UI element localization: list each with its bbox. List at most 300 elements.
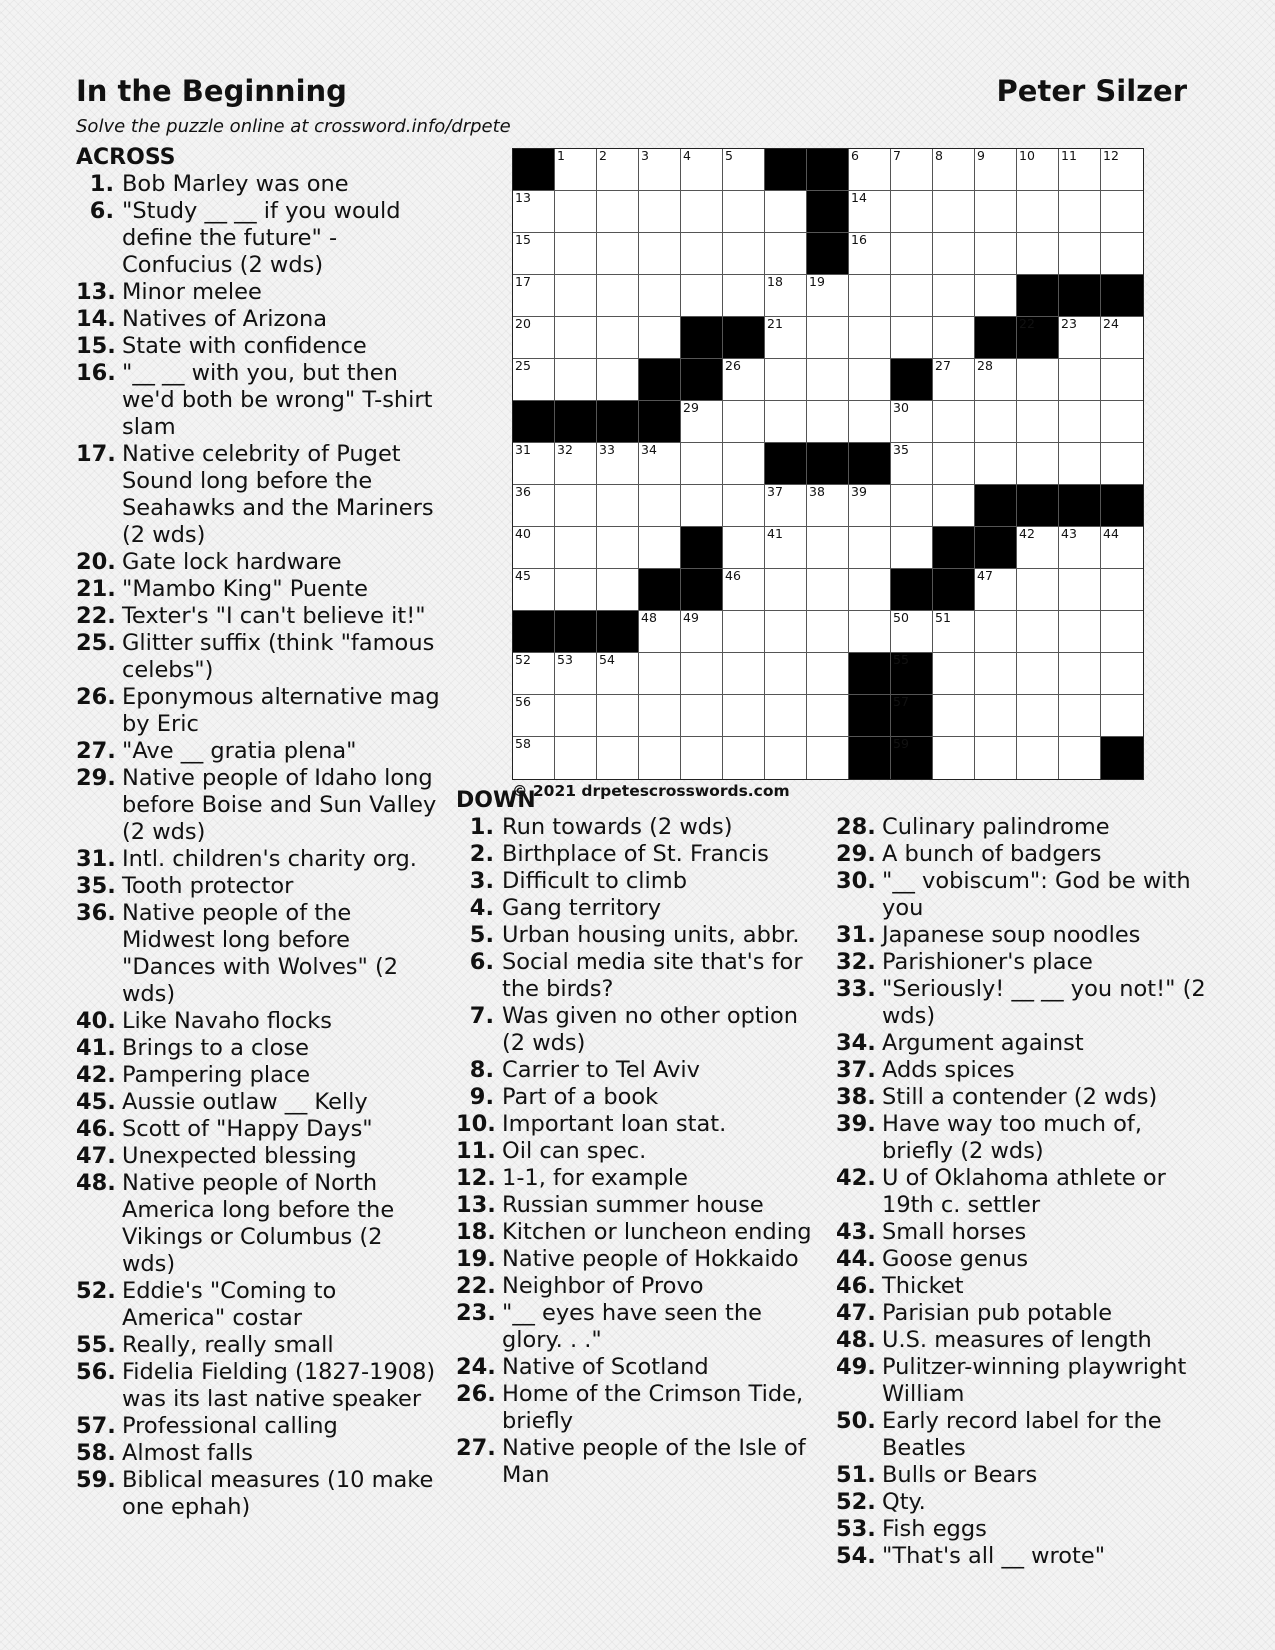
grid-block <box>681 569 723 611</box>
grid-cell[interactable] <box>975 695 1017 737</box>
grid-cell[interactable] <box>1101 233 1143 275</box>
cell-number: 35 <box>893 442 909 457</box>
grid-cell[interactable] <box>597 275 639 317</box>
clue-item <box>836 922 1206 949</box>
cell-number: 27 <box>935 358 951 373</box>
grid-block <box>1101 737 1143 779</box>
cell-number: 57 <box>893 694 909 709</box>
puzzle-title: In the Beginning <box>76 74 347 108</box>
grid-cell[interactable] <box>681 191 723 233</box>
clue-number: 10. <box>456 1111 496 1137</box>
grid-cell[interactable] <box>891 443 933 485</box>
grid-cell[interactable] <box>765 401 807 443</box>
clue-item <box>456 1003 826 1057</box>
grid-cell[interactable] <box>933 149 975 191</box>
clue-number: 31. <box>76 846 116 872</box>
cell-number: 32 <box>557 442 573 457</box>
grid-cell[interactable] <box>807 275 849 317</box>
cell-number: 25 <box>515 358 531 373</box>
grid-block <box>1059 485 1101 527</box>
grid-cell[interactable] <box>891 149 933 191</box>
grid-cell[interactable] <box>849 275 891 317</box>
grid-cell[interactable] <box>1101 611 1143 653</box>
grid-cell[interactable] <box>513 317 555 359</box>
cell-number: 8 <box>935 148 943 163</box>
grid-cell[interactable] <box>513 737 555 779</box>
grid-cell[interactable] <box>513 275 555 317</box>
grid-cell[interactable] <box>807 695 849 737</box>
grid-cell[interactable] <box>723 653 765 695</box>
cell-number: 18 <box>767 274 783 289</box>
grid-cell[interactable] <box>975 569 1017 611</box>
grid-cell[interactable] <box>723 233 765 275</box>
grid-cell[interactable] <box>807 401 849 443</box>
cell-number: 55 <box>893 652 909 667</box>
grid-cell[interactable] <box>933 653 975 695</box>
grid-cell[interactable] <box>723 695 765 737</box>
grid-cell[interactable] <box>639 191 681 233</box>
grid-cell[interactable] <box>1101 191 1143 233</box>
grid-cell[interactable] <box>597 737 639 779</box>
clue-text: Adds spices <box>882 1057 1015 1083</box>
grid-cell[interactable] <box>1101 149 1143 191</box>
grid-cell[interactable] <box>723 359 765 401</box>
grid-cell[interactable] <box>555 191 597 233</box>
grid-cell[interactable] <box>849 233 891 275</box>
grid-cell[interactable] <box>849 611 891 653</box>
grid-cell[interactable] <box>933 191 975 233</box>
grid-cell[interactable] <box>933 485 975 527</box>
grid-cell[interactable] <box>639 611 681 653</box>
grid-cell[interactable] <box>555 737 597 779</box>
grid-cell[interactable] <box>597 149 639 191</box>
grid-cell[interactable] <box>765 275 807 317</box>
clue-item <box>456 1084 826 1111</box>
grid-cell[interactable] <box>639 233 681 275</box>
grid-cell[interactable] <box>807 359 849 401</box>
clue-number: 43. <box>836 1219 876 1245</box>
grid-block <box>849 653 891 695</box>
clue-text: Native people of the Midwest long before "Dances with Wolves" (2 wds) <box>122 900 399 1007</box>
grid-cell[interactable] <box>765 317 807 359</box>
clue-number: 58. <box>76 1440 116 1466</box>
grid-cell[interactable] <box>1059 233 1101 275</box>
grid-block <box>807 443 849 485</box>
grid-cell[interactable] <box>597 317 639 359</box>
grid-cell[interactable] <box>891 527 933 569</box>
clue-text: Bulls or Bears <box>882 1462 1038 1488</box>
grid-cell[interactable] <box>1017 443 1059 485</box>
grid-cell[interactable] <box>933 359 975 401</box>
grid-cell[interactable] <box>1101 317 1143 359</box>
grid-cell[interactable] <box>975 233 1017 275</box>
clue-number: 13. <box>76 279 116 305</box>
cell-number: 5 <box>725 148 733 163</box>
grid-cell[interactable] <box>681 275 723 317</box>
grid-cell[interactable] <box>933 233 975 275</box>
clue-item <box>76 576 441 603</box>
clue-text: A bunch of badgers <box>882 841 1102 867</box>
grid-cell[interactable] <box>849 191 891 233</box>
clue-text: Home of the Crimson Tide, briefly <box>502 1381 804 1434</box>
clue-number: 53. <box>836 1516 876 1542</box>
clue-text: Thicket <box>882 1273 964 1299</box>
cell-number: 43 <box>1061 526 1077 541</box>
grid-cell[interactable] <box>1059 737 1101 779</box>
grid-cell[interactable] <box>597 485 639 527</box>
clue-item <box>76 873 441 900</box>
grid-cell[interactable] <box>723 443 765 485</box>
grid-cell[interactable] <box>933 443 975 485</box>
grid-cell[interactable] <box>1059 653 1101 695</box>
clue-text: Part of a book <box>502 1084 659 1110</box>
clue-text: Was given no other option (2 wds) <box>502 1003 798 1056</box>
clue-number: 12. <box>456 1165 496 1191</box>
clue-number: 26. <box>456 1381 496 1407</box>
grid-cell[interactable] <box>639 149 681 191</box>
puzzle-author: Peter Silzer <box>996 74 1187 108</box>
clue-item <box>836 1408 1206 1462</box>
clue-number: 37. <box>836 1057 876 1083</box>
clue-number: 5. <box>469 922 494 948</box>
grid-cell[interactable] <box>807 611 849 653</box>
grid-cell[interactable] <box>555 233 597 275</box>
grid-cell[interactable] <box>681 233 723 275</box>
cell-number: 29 <box>683 400 699 415</box>
grid-cell[interactable] <box>1017 233 1059 275</box>
grid-cell[interactable] <box>975 191 1017 233</box>
grid-cell[interactable] <box>891 233 933 275</box>
clue-item <box>456 814 826 841</box>
grid-cell[interactable] <box>1101 443 1143 485</box>
grid-cell[interactable] <box>723 275 765 317</box>
grid-block <box>975 317 1017 359</box>
grid-cell[interactable] <box>723 527 765 569</box>
grid-cell[interactable] <box>555 527 597 569</box>
clue-item <box>456 1057 826 1084</box>
grid-cell[interactable] <box>765 653 807 695</box>
grid-cell[interactable] <box>513 359 555 401</box>
grid-cell[interactable] <box>723 611 765 653</box>
clue-number: 59. <box>76 1467 116 1493</box>
grid-cell[interactable] <box>765 527 807 569</box>
clue-number: 50. <box>836 1408 876 1434</box>
clue-number: 41. <box>76 1035 116 1061</box>
grid-cell[interactable] <box>807 737 849 779</box>
cell-number: 50 <box>893 610 909 625</box>
grid-cell[interactable] <box>1101 653 1143 695</box>
clue-number: 23. <box>456 1300 496 1326</box>
grid-cell[interactable] <box>1101 695 1143 737</box>
clue-number: 52. <box>76 1278 116 1304</box>
grid-cell[interactable] <box>597 695 639 737</box>
clue-item <box>836 841 1206 868</box>
grid-block <box>849 695 891 737</box>
clue-item <box>836 1111 1206 1165</box>
grid-cell[interactable] <box>849 149 891 191</box>
grid-cell[interactable] <box>1101 359 1143 401</box>
clue-text: Aussie outlaw __ Kelly <box>122 1089 368 1115</box>
clue-text: Early record label for the Beatles <box>882 1408 1162 1461</box>
grid-cell[interactable] <box>807 569 849 611</box>
grid-cell[interactable] <box>681 149 723 191</box>
grid-cell[interactable] <box>555 485 597 527</box>
grid-cell[interactable] <box>723 401 765 443</box>
clue-text: "Study __ __ if you would define the future" - Confucius (2 wds) <box>122 198 401 278</box>
cell-number: 9 <box>977 148 985 163</box>
grid-cell[interactable] <box>723 569 765 611</box>
grid-cell[interactable] <box>975 359 1017 401</box>
grid-cell[interactable] <box>891 485 933 527</box>
grid-cell[interactable] <box>513 695 555 737</box>
grid-cell[interactable] <box>681 695 723 737</box>
grid-cell[interactable] <box>933 317 975 359</box>
grid-cell[interactable] <box>555 569 597 611</box>
grid-cell[interactable] <box>1059 317 1101 359</box>
grid-cell[interactable] <box>1059 695 1101 737</box>
grid-block <box>933 569 975 611</box>
grid-cell[interactable] <box>513 527 555 569</box>
grid-cell[interactable] <box>849 317 891 359</box>
grid-cell[interactable] <box>681 653 723 695</box>
clue-item <box>836 1489 1206 1516</box>
grid-cell[interactable] <box>1017 653 1059 695</box>
clue-number: 32. <box>836 949 876 975</box>
grid-cell[interactable] <box>639 527 681 569</box>
grid-cell[interactable] <box>849 569 891 611</box>
grid-cell[interactable] <box>975 275 1017 317</box>
grid-cell[interactable] <box>639 653 681 695</box>
grid-cell[interactable] <box>849 359 891 401</box>
clue-item <box>456 1192 826 1219</box>
grid-cell[interactable] <box>597 233 639 275</box>
grid-cell[interactable] <box>765 611 807 653</box>
grid-cell[interactable] <box>933 401 975 443</box>
clue-item <box>456 1354 826 1381</box>
grid-cell[interactable] <box>723 485 765 527</box>
grid-cell[interactable] <box>681 611 723 653</box>
grid-cell[interactable] <box>1059 527 1101 569</box>
clue-text: Social media site that's for the birds? <box>502 949 803 1002</box>
grid-block <box>1017 485 1059 527</box>
clue-item <box>76 1278 441 1332</box>
clue-number: 26. <box>76 684 116 710</box>
grid-cell[interactable] <box>513 191 555 233</box>
cell-number: 2 <box>599 148 607 163</box>
clue-number: 28. <box>836 814 876 840</box>
clue-text: "__ __ with you, but then we'd both be wrong" T-shirt slam <box>122 360 433 440</box>
clue-item <box>76 1035 441 1062</box>
grid-block <box>681 317 723 359</box>
grid-cell[interactable] <box>681 401 723 443</box>
grid-cell[interactable] <box>891 611 933 653</box>
grid-cell[interactable] <box>555 443 597 485</box>
cell-number: 6 <box>851 148 859 163</box>
clue-item <box>76 684 441 738</box>
grid-cell[interactable] <box>1059 611 1101 653</box>
grid-cell[interactable] <box>597 569 639 611</box>
clue-item <box>76 279 441 306</box>
grid-cell[interactable] <box>975 149 1017 191</box>
clue-text: "Mambo King" Puente <box>122 576 368 602</box>
clue-text: Glitter suffix (think "famous celebs") <box>122 630 435 683</box>
cell-number: 26 <box>725 358 741 373</box>
clue-text: Professional calling <box>122 1413 338 1439</box>
grid-cell[interactable] <box>1101 569 1143 611</box>
grid-cell[interactable] <box>1059 569 1101 611</box>
clue-text: Russian summer house <box>502 1192 764 1218</box>
grid-cell[interactable] <box>975 611 1017 653</box>
grid-cell[interactable] <box>723 737 765 779</box>
grid-cell[interactable] <box>975 737 1017 779</box>
grid-cell[interactable] <box>597 653 639 695</box>
clue-item <box>456 841 826 868</box>
grid-cell[interactable] <box>975 401 1017 443</box>
grid-cell[interactable] <box>765 737 807 779</box>
grid-block <box>765 149 807 191</box>
clue-item <box>836 1165 1206 1219</box>
grid-cell[interactable] <box>555 695 597 737</box>
clue-text: "That's all __ wrote" <box>882 1543 1106 1569</box>
grid-cell[interactable] <box>597 443 639 485</box>
clue-number: 14. <box>76 306 116 332</box>
grid-cell[interactable] <box>1059 359 1101 401</box>
clue-number: 22. <box>456 1273 496 1299</box>
grid-cell[interactable] <box>555 149 597 191</box>
grid-cell[interactable] <box>555 317 597 359</box>
clue-item <box>836 949 1206 976</box>
grid-cell[interactable] <box>765 233 807 275</box>
grid-cell[interactable] <box>723 149 765 191</box>
clue-text: Parishioner's place <box>882 949 1093 975</box>
grid-cell[interactable] <box>681 443 723 485</box>
grid-cell[interactable] <box>891 275 933 317</box>
grid-cell[interactable] <box>639 695 681 737</box>
grid-cell[interactable] <box>681 737 723 779</box>
clue-text: Kitchen or luncheon ending <box>502 1219 812 1245</box>
grid-cell[interactable] <box>765 485 807 527</box>
clue-text: "__ vobiscum": God be with you <box>882 868 1191 921</box>
grid-cell[interactable] <box>1059 401 1101 443</box>
grid-cell[interactable] <box>849 401 891 443</box>
grid-cell[interactable] <box>975 443 1017 485</box>
grid-cell[interactable] <box>933 275 975 317</box>
grid-cell[interactable] <box>891 401 933 443</box>
clue-item <box>76 1089 441 1116</box>
grid-cell[interactable] <box>681 485 723 527</box>
grid-cell[interactable] <box>975 653 1017 695</box>
clue-text: Like Navaho flocks <box>122 1008 332 1034</box>
clue-number: 46. <box>836 1273 876 1299</box>
grid-cell[interactable] <box>765 569 807 611</box>
grid-cell[interactable] <box>639 275 681 317</box>
grid-cell[interactable] <box>639 485 681 527</box>
grid-cell[interactable] <box>807 485 849 527</box>
clue-text: Still a contender (2 wds) <box>882 1084 1158 1110</box>
grid-cell[interactable] <box>1017 611 1059 653</box>
clue-item <box>76 360 441 441</box>
cell-number: 22 <box>1019 316 1035 331</box>
grid-cell[interactable] <box>1101 401 1143 443</box>
grid-cell[interactable] <box>1017 359 1059 401</box>
cell-number: 20 <box>515 316 531 331</box>
grid-cell[interactable] <box>597 359 639 401</box>
grid-cell[interactable] <box>513 485 555 527</box>
grid-cell[interactable] <box>891 317 933 359</box>
grid-cell[interactable] <box>849 485 891 527</box>
clue-number: 30. <box>836 868 876 894</box>
cell-number: 56 <box>515 694 531 709</box>
grid-cell[interactable] <box>1017 737 1059 779</box>
grid-cell[interactable] <box>1059 149 1101 191</box>
clue-item <box>456 868 826 895</box>
clue-item <box>456 1111 826 1138</box>
grid-cell[interactable] <box>597 527 639 569</box>
grid-cell[interactable] <box>807 653 849 695</box>
grid-cell[interactable] <box>1101 527 1143 569</box>
grid-cell[interactable] <box>597 191 639 233</box>
clue-item <box>76 1359 441 1413</box>
grid-cell[interactable] <box>513 569 555 611</box>
grid-cell[interactable] <box>765 191 807 233</box>
clue-item <box>76 603 441 630</box>
grid-cell[interactable] <box>849 527 891 569</box>
grid-cell[interactable] <box>933 695 975 737</box>
grid-cell[interactable] <box>513 653 555 695</box>
grid-cell[interactable] <box>639 737 681 779</box>
clue-item <box>76 1332 441 1359</box>
grid-cell[interactable] <box>1017 191 1059 233</box>
grid-cell[interactable] <box>639 317 681 359</box>
clue-text: Minor melee <box>122 279 262 305</box>
cell-number: 3 <box>641 148 649 163</box>
clue-number: 51. <box>836 1462 876 1488</box>
grid-cell[interactable] <box>933 611 975 653</box>
grid-cell[interactable] <box>1017 527 1059 569</box>
clue-number: 45. <box>76 1089 116 1115</box>
grid-cell[interactable] <box>807 317 849 359</box>
grid-cell[interactable] <box>1017 569 1059 611</box>
clue-number: 24. <box>456 1354 496 1380</box>
clue-text: U.S. measures of length <box>882 1327 1152 1353</box>
grid-cell[interactable] <box>639 443 681 485</box>
grid-cell[interactable] <box>513 443 555 485</box>
cell-number: 28 <box>977 358 993 373</box>
grid-cell[interactable] <box>765 695 807 737</box>
down-clues-column-1 <box>456 787 826 1489</box>
grid-cell[interactable] <box>1017 695 1059 737</box>
clue-item <box>456 922 826 949</box>
grid-cell[interactable] <box>1059 443 1101 485</box>
grid-cell[interactable] <box>513 233 555 275</box>
clue-number: 22. <box>76 603 116 629</box>
grid-cell[interactable] <box>723 191 765 233</box>
clue-text: State with confidence <box>122 333 367 359</box>
grid-cell[interactable] <box>765 359 807 401</box>
grid-cell[interactable] <box>933 737 975 779</box>
grid-block <box>975 527 1017 569</box>
grid-cell[interactable] <box>1059 191 1101 233</box>
grid-cell[interactable] <box>807 527 849 569</box>
grid-cell[interactable] <box>891 191 933 233</box>
grid-block <box>807 191 849 233</box>
grid-cell[interactable] <box>1017 149 1059 191</box>
grid-cell[interactable] <box>1017 401 1059 443</box>
grid-cell[interactable] <box>555 275 597 317</box>
clue-item <box>456 1246 826 1273</box>
grid-cell[interactable] <box>555 653 597 695</box>
grid-cell[interactable] <box>555 359 597 401</box>
